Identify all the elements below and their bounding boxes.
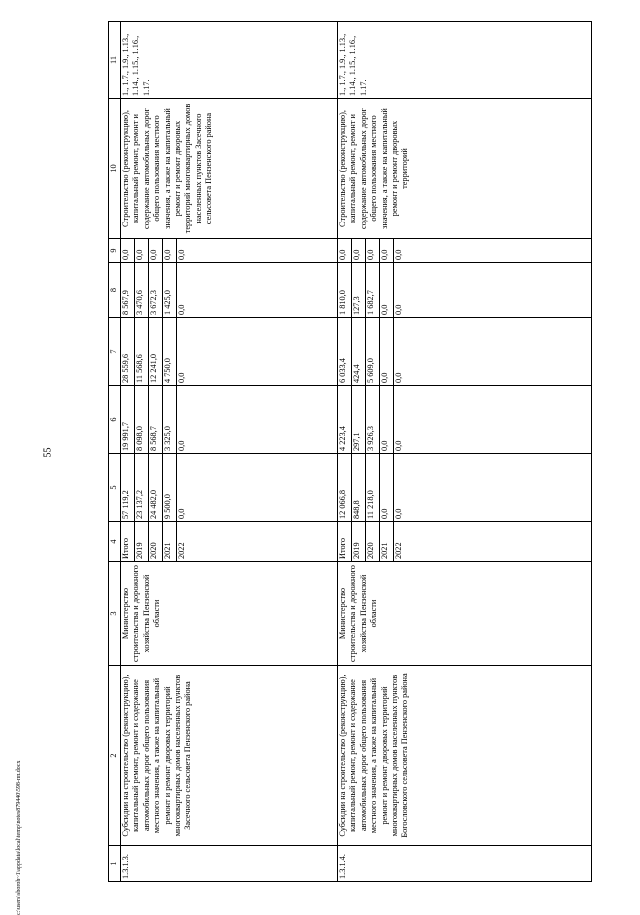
year-cell: 2019 bbox=[135, 522, 149, 562]
value-cell: 0,0 bbox=[177, 318, 190, 386]
value-cell: 0,0 bbox=[177, 239, 190, 263]
table-row bbox=[338, 22, 352, 882]
value-cell: 127,3 bbox=[352, 263, 366, 318]
spacer-cell bbox=[190, 522, 338, 562]
value-cell: 0,0 bbox=[177, 263, 190, 318]
spacer-cell bbox=[407, 239, 592, 263]
value-cell: 3 672,3 bbox=[149, 263, 163, 318]
table-row bbox=[121, 22, 135, 882]
page-number: 55 bbox=[42, 447, 54, 458]
value-cell: 24 482,0 bbox=[149, 454, 163, 522]
header-cell: 4 bbox=[109, 522, 121, 562]
item-code: 1.3.1.3. bbox=[121, 846, 338, 882]
rotated-table-wrapper bbox=[108, 22, 592, 882]
value-cell: 0,0 bbox=[135, 239, 149, 263]
value-cell: 4 223,4 bbox=[338, 386, 352, 454]
value-cell: 23 137,2 bbox=[135, 454, 149, 522]
value-cell: 3 926,3 bbox=[366, 386, 380, 454]
year-cell: 2021 bbox=[380, 522, 394, 562]
spacer-cell bbox=[190, 454, 338, 522]
header-cell: 10 bbox=[109, 99, 121, 239]
value-cell: 3 325,0 bbox=[163, 386, 177, 454]
value-cell: 0,0 bbox=[177, 386, 190, 454]
value-cell: 1 682,7 bbox=[366, 263, 380, 318]
year-cell: 2021 bbox=[163, 522, 177, 562]
value-cell: 0,0 bbox=[380, 386, 394, 454]
value-cell: 0,0 bbox=[380, 318, 394, 386]
value-cell: 8 098,0 bbox=[135, 386, 149, 454]
spacer-cell bbox=[407, 263, 592, 318]
value-cell: 1 810,0 bbox=[338, 263, 352, 318]
spacer-cell bbox=[407, 386, 592, 454]
year-cell: 2022 bbox=[394, 522, 407, 562]
value-cell: 12 066,8 bbox=[338, 454, 352, 522]
header-cell: 2 bbox=[109, 666, 121, 846]
header-cell: 8 bbox=[109, 263, 121, 318]
item-indicators: 1., 1.7., 1.9., 1.13., 1.14., 1.15., 1.16., 1.17. bbox=[121, 22, 338, 99]
value-cell: 0,0 bbox=[394, 454, 407, 522]
item-executor: Министерство строительства и дорожного хозяйства Пензенской области bbox=[338, 562, 592, 666]
year-cell: Итого bbox=[338, 522, 352, 562]
item-result: Строительство (реконструкцию), капитальный ремонт, ремонт и содержание автомобильных дорог общего пользования местного значения, а также на капитальный ремонт и ремонт дворовых территорий многоквартирных домов населенных пунктов Засечного сельсовета Пензенского района bbox=[121, 99, 338, 239]
value-cell: 0,0 bbox=[352, 239, 366, 263]
item-indicators: 1., 1.7., 1.9., 1.13., 1.14., 1.15., 1.16., 1.17. bbox=[338, 22, 592, 99]
value-cell: 0,0 bbox=[394, 263, 407, 318]
year-cell: 2020 bbox=[149, 522, 163, 562]
value-cell: 297,1 bbox=[352, 386, 366, 454]
item-description: Субсидии на строительство (реконструкцию), капитальный ремонт, ремонт и содержание автомобильных дорог общего пользования местного значения, а также на капитальный ремонт и ремонт дворовых территорий многоквартирных домов населенных пунктов Богословского сельсовета Пензенского района bbox=[338, 666, 592, 846]
header-cell: 1 bbox=[109, 846, 121, 882]
item-executor: Министерство строительства и дорожного хозяйства Пензенской области bbox=[121, 562, 338, 666]
value-cell: 0,0 bbox=[163, 239, 177, 263]
year-cell: 2019 bbox=[352, 522, 366, 562]
spacer-cell bbox=[190, 318, 338, 386]
header-cell: 3 bbox=[109, 562, 121, 666]
value-cell: 28 559,6 bbox=[121, 318, 135, 386]
spacer-cell bbox=[190, 386, 338, 454]
value-cell: 1 425,0 bbox=[163, 263, 177, 318]
rotated-table bbox=[108, 22, 592, 882]
value-cell: 0,0 bbox=[394, 318, 407, 386]
value-cell: 8 567,9 bbox=[121, 263, 135, 318]
value-cell: 4 750,0 bbox=[163, 318, 177, 386]
value-cell: 11 218,0 bbox=[366, 454, 380, 522]
value-cell: 0,0 bbox=[394, 386, 407, 454]
value-cell: 424,4 bbox=[352, 318, 366, 386]
footer-file-path: c:\users\sboroh~1\appdata\local\temp\notes879440\598-пп.docx bbox=[16, 760, 22, 915]
value-cell: 12 241,0 bbox=[149, 318, 163, 386]
value-cell: 0,0 bbox=[380, 239, 394, 263]
value-cell: 0,0 bbox=[338, 239, 352, 263]
value-cell: 0,0 bbox=[177, 454, 190, 522]
header-cell: 9 bbox=[109, 239, 121, 263]
value-cell: 0,0 bbox=[149, 239, 163, 263]
year-cell: 2020 bbox=[366, 522, 380, 562]
year-cell: 2022 bbox=[177, 522, 190, 562]
spacer-cell bbox=[190, 263, 338, 318]
year-cell: Итого bbox=[121, 522, 135, 562]
header-row bbox=[109, 22, 121, 882]
value-cell: 5 609,0 bbox=[366, 318, 380, 386]
value-cell: 6 033,4 bbox=[338, 318, 352, 386]
value-cell: 19 991,7 bbox=[121, 386, 135, 454]
value-cell: 0,0 bbox=[394, 239, 407, 263]
value-cell: 9 500,0 bbox=[163, 454, 177, 522]
header-cell: 11 bbox=[109, 22, 121, 99]
spacer-cell bbox=[407, 454, 592, 522]
header-cell: 7 bbox=[109, 318, 121, 386]
value-cell: 0,0 bbox=[380, 454, 394, 522]
value-cell: 0,0 bbox=[380, 263, 394, 318]
value-cell: 0,0 bbox=[366, 239, 380, 263]
spacer-cell bbox=[190, 239, 338, 263]
spacer-cell bbox=[407, 318, 592, 386]
value-cell: 11 568,6 bbox=[135, 318, 149, 386]
header-cell: 6 bbox=[109, 386, 121, 454]
item-result: Строительство (реконструкцию), капитальный ремонт, ремонт и содержание автомобильных дорог общего пользования местного значения, а также на капитальный ремонт и ремонт дворовых территорий bbox=[338, 99, 592, 239]
value-cell: 848,8 bbox=[352, 454, 366, 522]
spacer-cell bbox=[407, 522, 592, 562]
item-code: 1.3.1.4. bbox=[338, 846, 592, 882]
value-cell: 3 470,6 bbox=[135, 263, 149, 318]
value-cell: 0,0 bbox=[121, 239, 135, 263]
program-activities-table bbox=[108, 21, 592, 882]
value-cell: 8 568,7 bbox=[149, 386, 163, 454]
value-cell: 57 119,2 bbox=[121, 454, 135, 522]
header-cell: 5 bbox=[109, 454, 121, 522]
item-description: Субсидии на строительство (реконструкцию), капитальный ремонт, ремонт и содержание автомобильных дорог общего пользования местного значения, а также на капитальный ремонт и ремонт дворовых территорий многоквартирных домов населенных пунктов Засечного сельсовета Пензенского района bbox=[121, 666, 338, 846]
